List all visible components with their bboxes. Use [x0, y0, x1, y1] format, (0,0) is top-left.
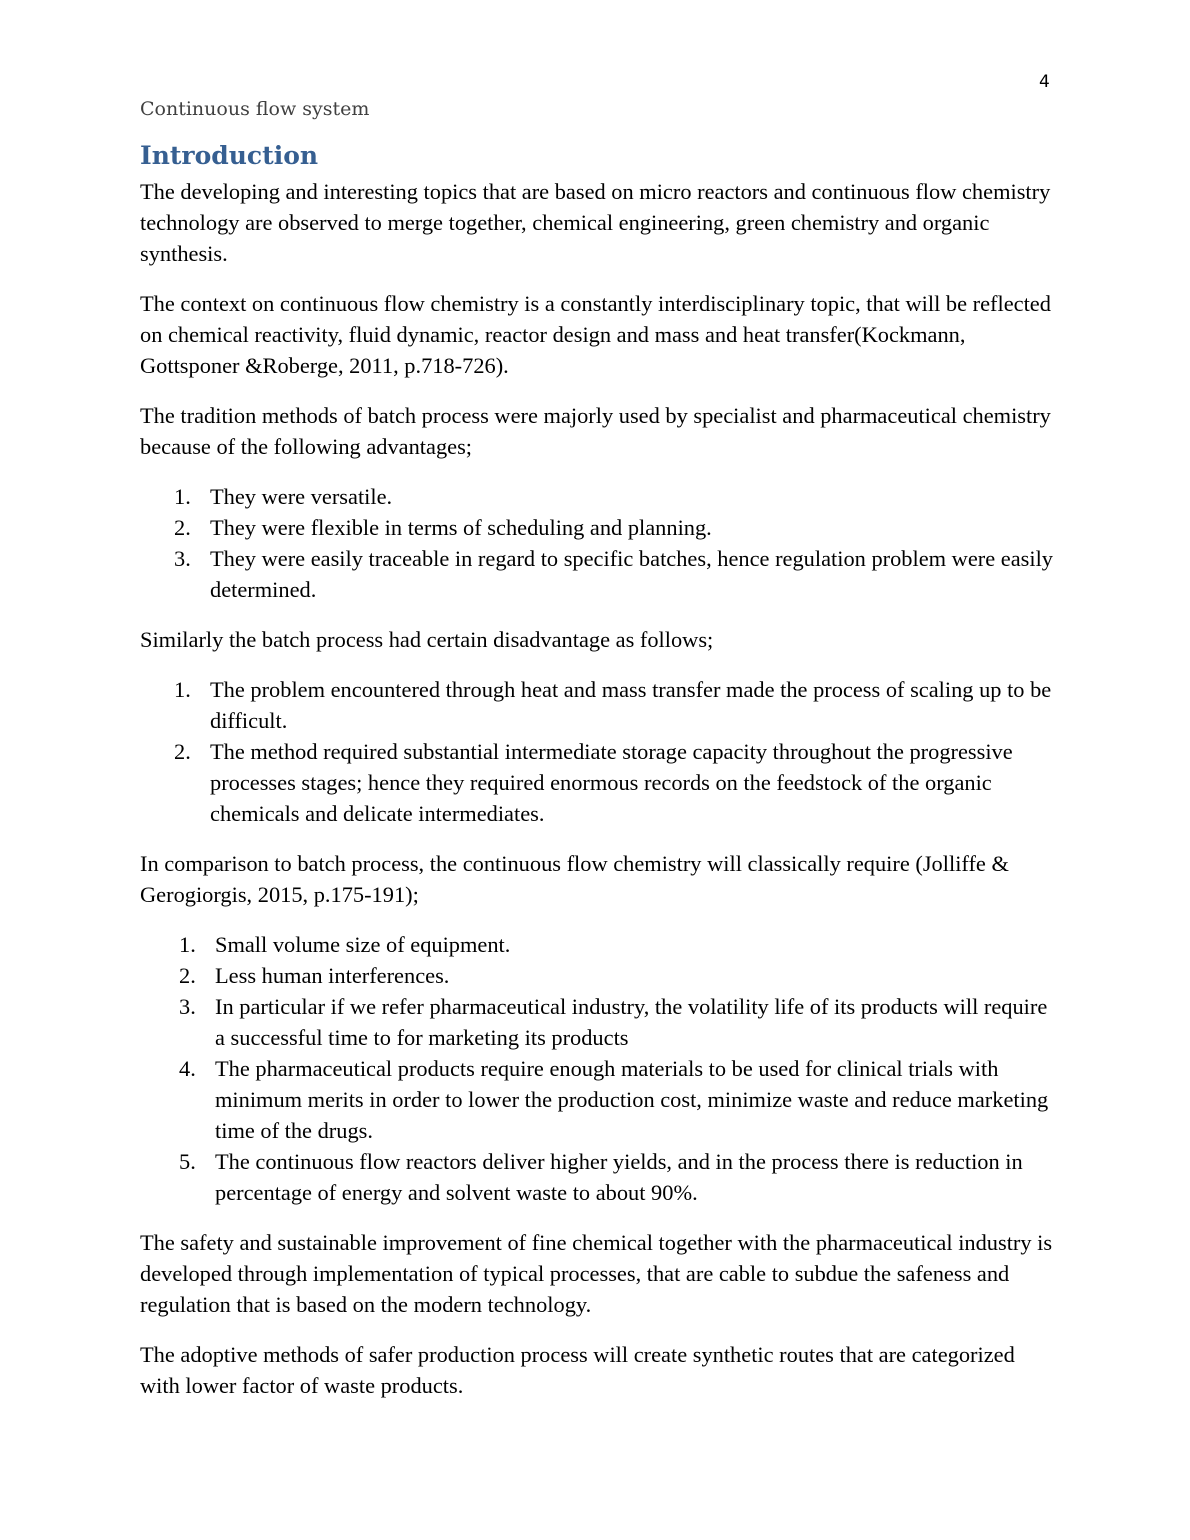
- list-text: The pharmaceutical products require enough materials to be used for clinical trials with minimum merits in order to lower the production cost, minimize waste and reduce marketing time of the drugs.: [215, 1056, 1049, 1143]
- list-item: [140, 960, 1055, 991]
- list-number: 2.: [174, 739, 191, 764]
- list-item: [140, 512, 1055, 543]
- advantages-list: [140, 481, 1055, 605]
- paragraph-comparison: In comparison to batch process, the continuous flow chemistry will classically require (Jolliffe & Gerogiorgis, 2015, p.175-191);: [140, 851, 1009, 907]
- list-number: 3.: [179, 994, 196, 1019]
- list-text: They were easily traceable in regard to specific batches, hence regulation problem were easily determined.: [210, 546, 1053, 602]
- section-heading: Introduction: [140, 141, 319, 170]
- list-item: [140, 1146, 1055, 1208]
- requirements-list: [140, 929, 1055, 1208]
- list-text: Small volume size of equipment.: [215, 932, 511, 957]
- list-number: 2.: [174, 515, 191, 540]
- list-text: They were flexible in terms of scheduling and planning.: [210, 515, 712, 540]
- list-number: 1.: [174, 484, 191, 509]
- paragraph-safety: The safety and sustainable improvement of fine chemical together with the pharmaceutical industry is developed through implementation of typical processes, that are cable to subdue the safeness and regulation that is based on the modern technology.: [140, 1230, 1053, 1317]
- list-item: [140, 1053, 1055, 1146]
- list-text: The method required substantial intermediate storage capacity throughout the progressive processes stages; hence they required enormous records on the feedstock of the organic chemicals and delicate intermediates.: [210, 739, 1013, 826]
- list-item: [140, 736, 1055, 829]
- paragraph-disadvantages-intro: Similarly the batch process had certain disadvantage as follows;: [140, 627, 714, 652]
- list-number: 2.: [179, 963, 196, 988]
- list-number: 1.: [179, 932, 196, 957]
- disadvantages-list: [140, 674, 1055, 829]
- list-number: 4.: [179, 1056, 196, 1081]
- paragraph-context: The context on continuous flow chemistry is a constantly interdisciplinary topic, that will be reflected on chemical reactivity, fluid dynamic, reactor design and mass and heat transfer(Kockmann, Gottsponer &Roberge, 2011, p.718-726).: [140, 291, 1051, 378]
- running-head: Continuous flow system: [140, 98, 370, 120]
- list-item: [140, 481, 1055, 512]
- paragraph-advantages-intro: The tradition methods of batch process were majorly used by specialist and pharmaceutical chemistry because of the following advantages;: [140, 403, 1051, 459]
- paragraph-intro: The developing and interesting topics that are based on micro reactors and continuous flow chemistry technology are observed to merge together, chemical engineering, green chemistry and organic synthesis.: [140, 179, 1051, 266]
- list-item: [140, 929, 1055, 960]
- paragraph-adoptive-methods: The adoptive methods of safer production process will create synthetic routes that are categorized with lower factor of waste products.: [140, 1342, 1015, 1398]
- document-body: [140, 138, 1055, 1420]
- page-number: 4: [1039, 72, 1050, 92]
- list-text: Less human interferences.: [215, 963, 450, 988]
- list-item: [140, 674, 1055, 736]
- list-text: They were versatile.: [210, 484, 393, 509]
- list-text: In particular if we refer pharmaceutical industry, the volatility life of its products will require a successful time to for marketing its products: [215, 994, 1048, 1050]
- list-number: 3.: [174, 546, 191, 571]
- list-item: [140, 543, 1055, 605]
- list-item: [140, 991, 1055, 1053]
- list-text: The continuous flow reactors deliver higher yields, and in the process there is reduction in percentage of energy and solvent waste to about 90%.: [215, 1149, 1023, 1205]
- list-number: 1.: [174, 677, 191, 702]
- list-number: 5.: [179, 1149, 196, 1174]
- list-text: The problem encountered through heat and mass transfer made the process of scaling up to be difficult.: [210, 677, 1052, 733]
